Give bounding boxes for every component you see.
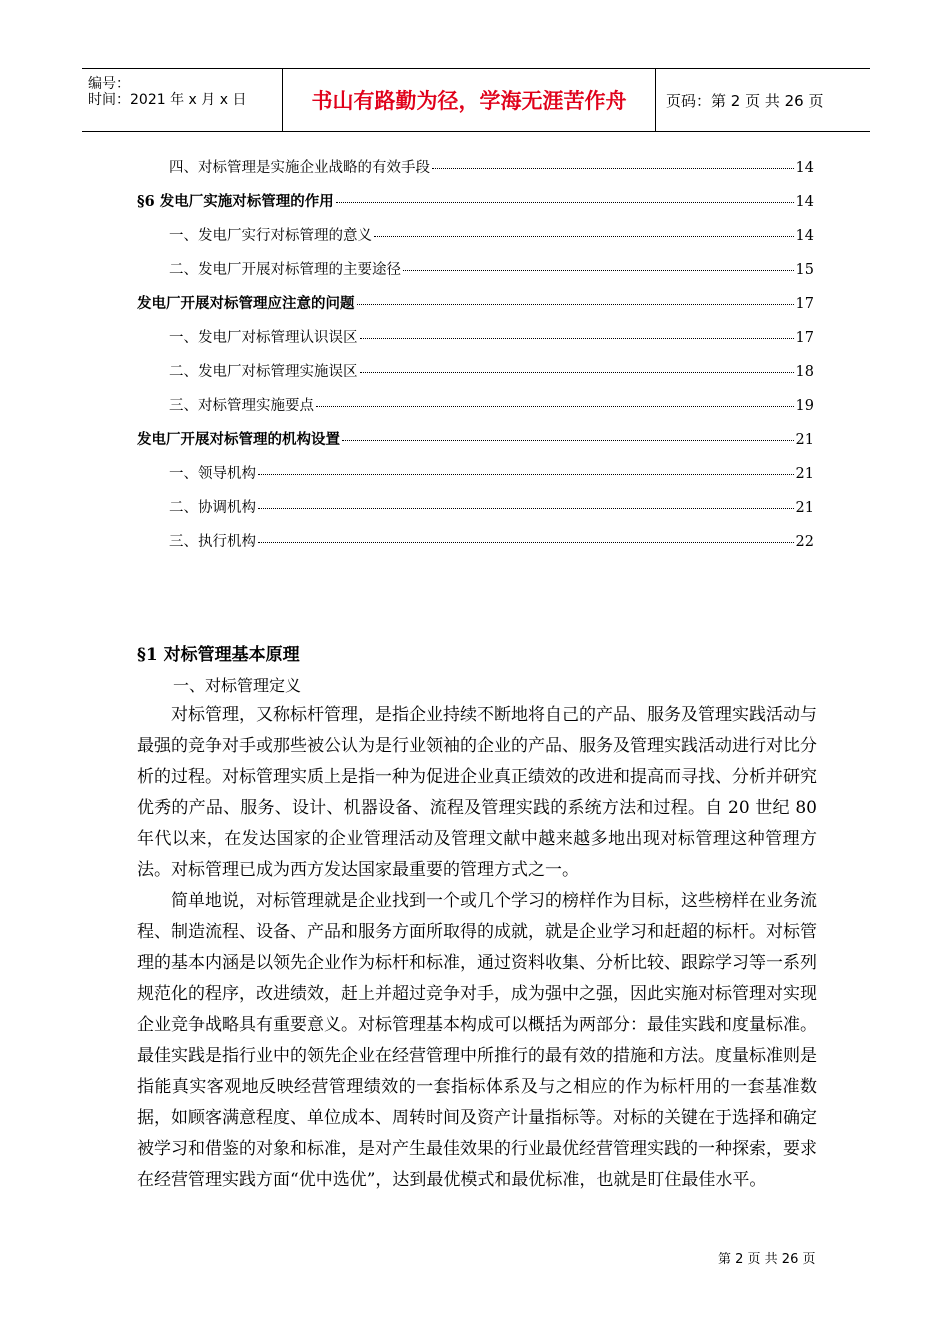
toc-entry-page: 18 xyxy=(795,364,814,380)
section-title: §1 对标管理基本原理 xyxy=(137,645,300,665)
toc-entry[interactable] xyxy=(137,462,814,496)
header-motto: 书山有路勤为径，学海无涯苦作舟 xyxy=(283,69,656,131)
toc-entry-title: §6 发电厂实施对标管理的作用 xyxy=(137,193,334,210)
toc-entry-page: 19 xyxy=(795,398,814,414)
toc-entry-title: 二、协调机构 xyxy=(169,500,256,516)
body-paragraph: 对标管理，又称标杆管理，是指企业持续不断地将自己的产品、服务及管理实践活动与最强的竞争对手或那些被公认为是行业领袖的企业的产品、服务及管理实践活动进行对比分析的过程。对标管理实质上是指一种为促进企业真正绩效的改进和提高而寻找、分析并研究优秀的产品、服务、设计、机器设备、流程及管理实践的系统方法和过程。自 20 世纪 80 年代以来，在发达国家的企业管理活动及管理文献中越来越多地出现对标管理这种管理方法。对标管理已成为西方发达国家最重要的管理方式之一。 xyxy=(137,705,817,880)
toc-leader-dots xyxy=(342,440,794,441)
header-page-info: 页码：第 2 页 共 26 页 xyxy=(666,91,824,110)
page-header xyxy=(82,68,870,132)
toc-leader-dots xyxy=(360,338,794,339)
toc-entry-page: 14 xyxy=(795,228,814,244)
toc-entry[interactable] xyxy=(137,360,814,394)
toc-entry-page: 14 xyxy=(795,160,814,176)
toc-entry-title: 二、发电厂对标管理实施误区 xyxy=(169,364,358,380)
toc-entry-title: 三、对标管理实施要点 xyxy=(169,398,314,414)
toc-entry-page: 14 xyxy=(795,194,814,210)
toc-entry[interactable] xyxy=(137,496,814,530)
toc-leader-dots xyxy=(374,236,794,237)
body-paragraph: 简单地说，对标管理就是企业找到一个或几个学习的榜样作为目标，这些榜样在业务流程、制造流程、设备、产品和服务方面所取得的成就，就是企业学习和赶超的标杆。对标管理的基本内涵是以领先企业作为标杆和标准，通过资料收集、分析比较、跟踪学习等一系列规范化的程序，改进绩效，赶上并超过竞争对手，成为强中之强，因此实施对标管理对实现企业竞争战略具有重要意义。对标管理基本构成可以概括为两部分：最佳实践和度量标准。最佳实践是指行业中的领先企业在经营管理中所推行的最有效的措施和方法。度量标准则是指能真实客观地反映经营管理绩效的一套指标体系及与之相应的作为标杆用的一套基准数据，如顾客满意程度、单位成本、周转时间及资产计量指标等。对标的关键在于选择和确定被学习和借鉴的对象和标准，是对产生最佳效果的行业最优经营管理实践的一种探索，要求在经营管理实践方面“优中选优”，达到最优模式和最优标准，也就是盯住最佳水平。 xyxy=(137,891,817,1190)
page-footer: 第 2 页 共 26 页 xyxy=(718,1252,816,1267)
toc-leader-dots xyxy=(403,270,794,271)
section-body xyxy=(137,700,817,1196)
table-of-contents xyxy=(137,156,814,564)
toc-entry[interactable] xyxy=(137,326,814,360)
toc-entry-page: 21 xyxy=(795,432,814,448)
toc-entry-page: 17 xyxy=(795,330,814,346)
toc-leader-dots xyxy=(316,406,794,407)
toc-leader-dots xyxy=(360,372,794,373)
toc-entry-title: 发电厂开展对标管理应注意的问题 xyxy=(137,295,355,312)
toc-leader-dots xyxy=(357,304,794,305)
toc-entry-page: 15 xyxy=(795,262,814,278)
toc-entry-title: 四、对标管理是实施企业战略的有效手段 xyxy=(169,160,430,176)
toc-entry[interactable] xyxy=(137,156,814,190)
toc-entry-page: 22 xyxy=(795,534,814,550)
toc-entry-page: 21 xyxy=(795,466,814,482)
header-meta xyxy=(82,69,283,131)
toc-leader-dots xyxy=(258,542,794,543)
toc-entry[interactable] xyxy=(137,428,814,462)
toc-entry-title: 二、发电厂开展对标管理的主要途径 xyxy=(169,262,401,278)
document-time-label: 时间：2021 年 x 月 x 日 xyxy=(88,92,247,108)
toc-entry-title: 一、发电厂对标管理认识误区 xyxy=(169,330,358,346)
toc-entry-title: 三、执行机构 xyxy=(169,534,256,550)
toc-leader-dots xyxy=(258,474,794,475)
toc-entry-title: 一、发电厂实行对标管理的意义 xyxy=(169,228,372,244)
toc-entry[interactable] xyxy=(137,258,814,292)
toc-leader-dots xyxy=(432,168,794,169)
toc-entry-page: 21 xyxy=(795,500,814,516)
toc-entry-title: 发电厂开展对标管理的机构设置 xyxy=(137,431,340,448)
toc-entry[interactable] xyxy=(137,292,814,326)
toc-entry-title: 一、领导机构 xyxy=(169,466,256,482)
toc-entry[interactable] xyxy=(137,224,814,258)
toc-entry[interactable] xyxy=(137,190,814,224)
subsection-title: 一、对标管理定义 xyxy=(173,676,302,695)
toc-leader-dots xyxy=(258,508,794,509)
toc-leader-dots xyxy=(336,202,794,203)
toc-entry[interactable] xyxy=(137,530,814,564)
toc-entry[interactable] xyxy=(137,394,814,428)
document-number-label: 编号： xyxy=(88,76,130,92)
toc-entry-page: 17 xyxy=(795,296,814,312)
